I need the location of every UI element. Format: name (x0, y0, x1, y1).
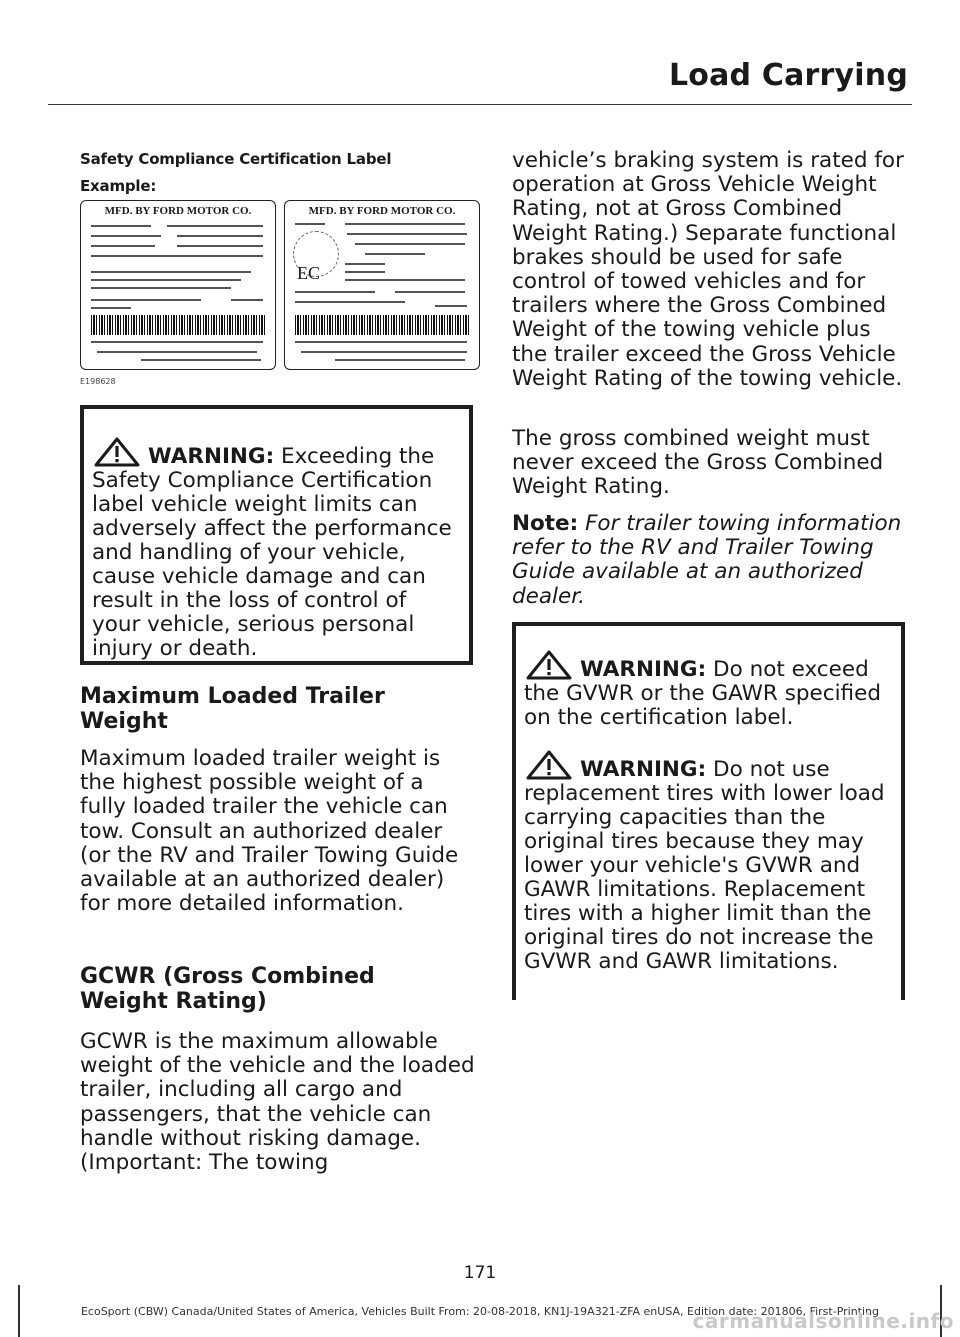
label-line (345, 271, 385, 273)
warning-triangle-icon (524, 650, 574, 680)
label-line (91, 271, 251, 273)
warning-text (92, 437, 461, 661)
label-line (347, 233, 467, 235)
crop-mark-left (18, 1285, 20, 1337)
label-line (295, 341, 467, 343)
label-line (91, 299, 201, 301)
braking-system-text: vehicle’s braking system is rated for operation at Gross Vehicle Weight Rating, not at Gross Combined Weight Rating.) Separate functional brakes should be used for safe control of towed vehicles and for trailers where the Gross Combined Weight of the towing vehicle plus the trailer exceed the Gross Vehicle Weight Rating of the towing vehicle. (512, 148, 904, 391)
certification-label-figure (80, 200, 478, 388)
title-divider (48, 104, 912, 105)
label-line (91, 341, 263, 343)
warning-label: WARNING: (148, 444, 275, 469)
gcwr-text: GCWR is the maximum allowable weight of the vehicle and the loaded trailer, including all cargo and passengers, that the vehicle can handle without risking damage. (Important: The towing (80, 1029, 475, 1176)
warning-text-gvwr (524, 650, 893, 730)
label-line (295, 291, 375, 293)
label-line (345, 223, 465, 225)
footer-text: EcoSport (CBW) Canada/United States of America, Vehicles Built From: 20-08-2018, KN1J-19A321-ZFA enUSA, Edition date: 201806, First-Printing (80, 1305, 880, 1318)
label-line (91, 225, 151, 227)
label-line (365, 253, 425, 255)
max-loaded-trailer-weight-heading: Maximum Loaded Trailer Weight (80, 684, 385, 734)
label-line (355, 243, 465, 245)
label-line (91, 279, 241, 281)
warning-box-gvwr (512, 622, 905, 1000)
warning-message: Exceeding the Safety Compliance Certification label vehicle weight limits can adversely affect the performance and handling of your vehicle, cause vehicle damage and can result in the loss of control of your vehicle, serious personal injury or death. (92, 444, 452, 661)
label-line (435, 305, 467, 307)
label-line (177, 235, 263, 237)
warning-text-tires (524, 750, 893, 974)
label-barcode (91, 315, 265, 335)
note-body: For trailer towing information refer to the RV and Trailer Towing Guide available at an authorized dealer. (512, 511, 902, 609)
note-label: Note: (512, 511, 579, 536)
warning-label: WARNING: (580, 757, 707, 782)
certification-label-right (284, 200, 480, 370)
label-line (91, 287, 231, 289)
label-line (295, 301, 405, 303)
watermark: carmanualsonline.info (692, 1309, 954, 1333)
certification-label-left (80, 200, 276, 370)
label-line (231, 299, 263, 301)
safety-label-heading: Safety Compliance Certification Label (80, 150, 392, 168)
label-line (167, 225, 263, 227)
warning-label: WARNING: (580, 657, 707, 682)
label-right-title: MFD. BY FORD MOTOR CO. (308, 205, 456, 217)
label-line (177, 245, 263, 247)
warning-box-weight-limits (80, 405, 473, 665)
label-left-title: MFD. BY FORD MOTOR CO. (104, 205, 252, 217)
gcwr-heading: GCWR (Gross Combined Weight Rating) (80, 964, 375, 1014)
label-line (91, 245, 155, 247)
trailer-towing-note (512, 512, 906, 609)
label-line (91, 235, 161, 237)
warning-triangle-icon (92, 437, 142, 467)
warning-triangle-icon (524, 750, 574, 780)
label-line (295, 223, 325, 225)
figure-id: E198628 (80, 377, 116, 386)
label-line (91, 307, 131, 309)
label-barcode (295, 315, 469, 335)
warning-message: Do not exceed the GVWR or the GAWR specified on the certification label. (524, 657, 881, 730)
page-number: 171 (463, 1263, 497, 1283)
label-line (345, 279, 465, 281)
label-line (97, 351, 257, 353)
label-line (91, 255, 263, 257)
label-line (345, 263, 385, 265)
label-line (141, 359, 261, 361)
ec-mark: EC (297, 263, 321, 283)
max-loaded-trailer-weight-text: Maximum loaded trailer weight is the highest possible weight of a fully loaded trailer the vehicle can tow. Consult an authorized dealer (or the RV and Trailer Towing Guide available at an authorized dealer) for more detailed information. (80, 746, 459, 917)
gross-combined-weight-text: The gross combined weight must never exceed the Gross Combined Weight Rating. (512, 426, 884, 500)
page-title: Load Carrying (668, 58, 908, 93)
warning-message: Do not use replacement tires with lower load carrying capacities than the original tires because they may lower your vehicle's GVWR and GAWR limitations. Replacement tires with a higher limit than the original tires do not increase the GVWR and GAWR limitations. (524, 757, 885, 974)
label-line (395, 291, 465, 293)
label-line (301, 351, 467, 353)
label-line (335, 359, 465, 361)
example-label: Example: (80, 177, 157, 195)
